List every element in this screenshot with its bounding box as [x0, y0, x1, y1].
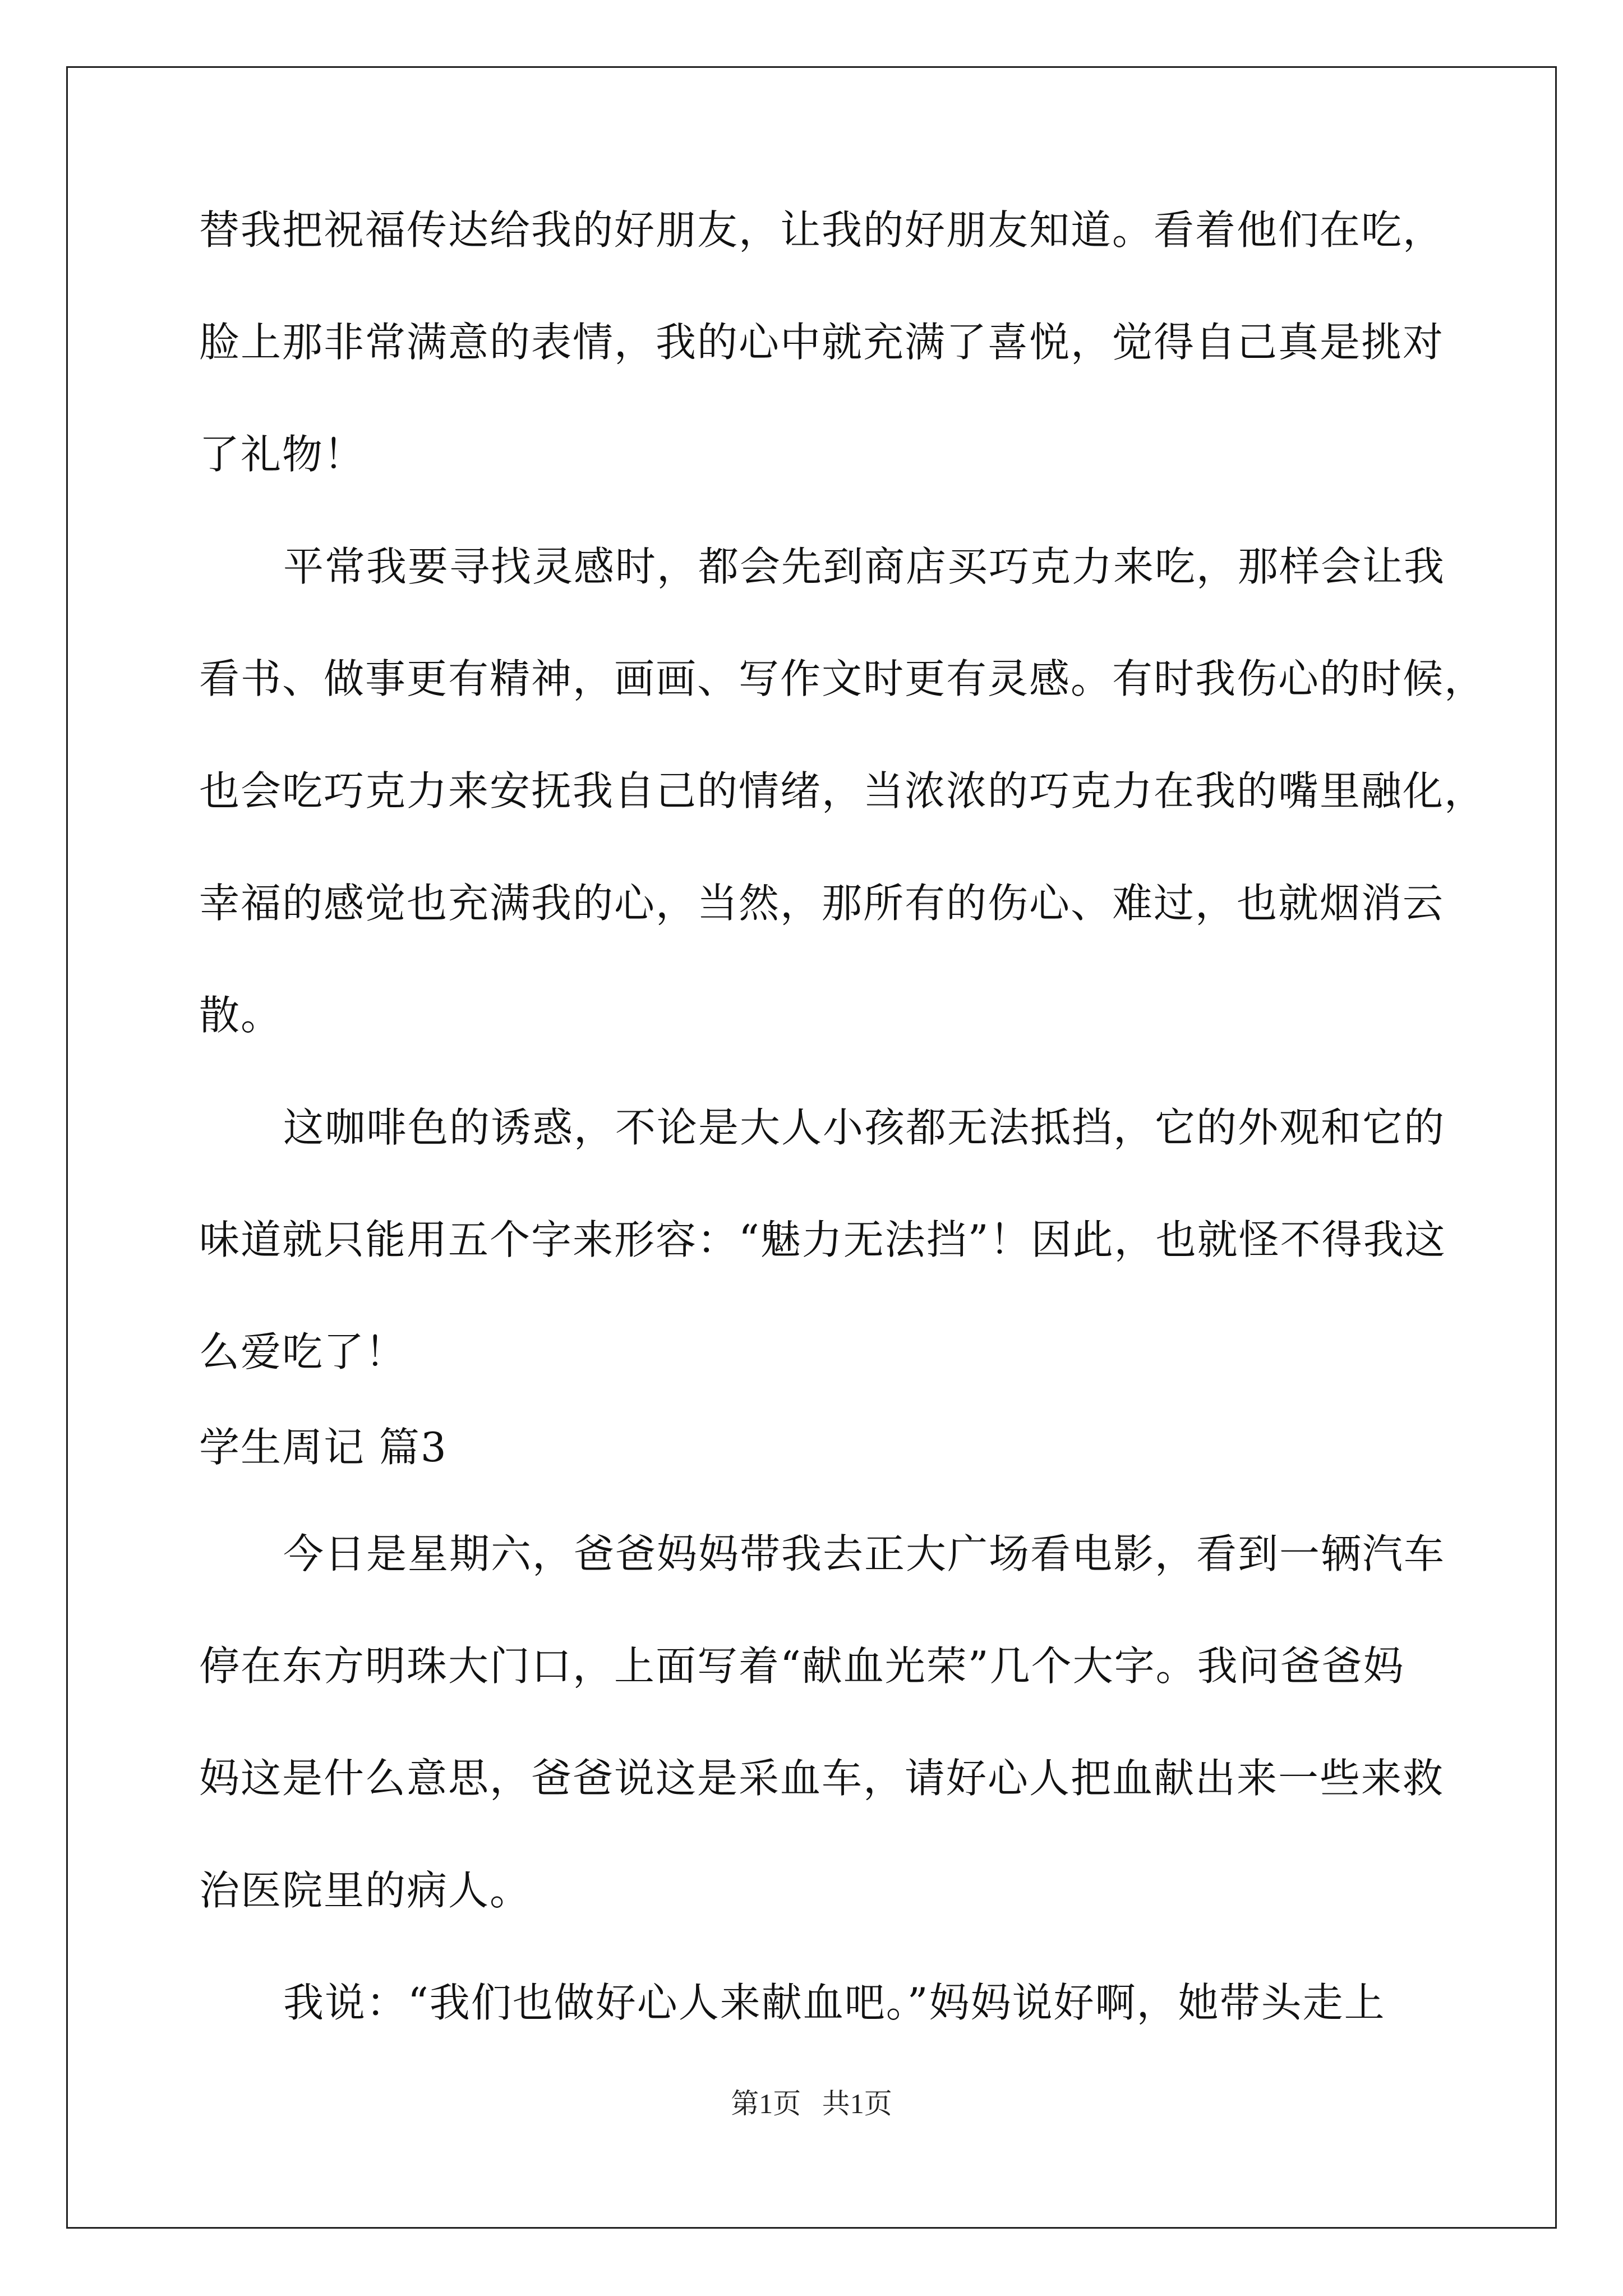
- paragraph-line: 今日是星期六，爸爸妈妈带我去正大广场看电影，看到一辆汽车: [283, 1530, 1446, 1577]
- page-footer: 第1页 共1页: [731, 2088, 892, 2119]
- paragraph-line: 平常我要寻找灵感时，都会先到商店买巧克力来吃，那样会让我: [283, 543, 1446, 590]
- paragraph-line: 也会吃巧克力来安抚我自己的情绪，当浓浓的巧克力在我的嘴里融化，: [199, 767, 1486, 815]
- paragraph-line: 脸上那非常满意的表情，我的心中就充满了喜悦，觉得自己真是挑对: [199, 319, 1445, 366]
- paragraph-line: 妈这是什么意思，爸爸说这是采血车，请好心人把血献出来一些来救: [199, 1755, 1445, 1802]
- paragraph-line: 味道就只能用五个字来形容：“魅力无法挡”！因此，也就怪不得我这: [199, 1216, 1446, 1263]
- paragraph-line: 替我把祝福传达给我的好朋友，让我的好朋友知道。看着他们在吃，: [199, 206, 1445, 254]
- paragraph-line: 幸福的感觉也充满我的心，当然，那所有的伤心、难过，也就烟消云: [199, 880, 1445, 927]
- paragraph-line: 散。: [199, 992, 283, 1039]
- paragraph-line: 治医院里的病人。: [199, 1867, 532, 1914]
- paragraph-line: 么爱吃了！: [199, 1328, 407, 1375]
- section-heading: 学生周记 篇3: [199, 1424, 448, 1471]
- paragraph-line: 看书、做事更有精神，画画、写作文时更有灵感。有时我伤心的时候，: [199, 655, 1486, 702]
- paragraph-line: 了礼物！: [199, 431, 366, 478]
- paragraph-line: 这咖啡色的诱惑，不论是大人小孩都无法抵挡，它的外观和它的: [283, 1104, 1446, 1151]
- paragraph-line: 停在东方明珠大门口，上面写着“献血光荣”几个大字。我问爸爸妈: [199, 1642, 1405, 1690]
- paragraph-line: 我说：“我们也做好心人来献血吧。”妈妈说好啊，她带头走上: [283, 1979, 1386, 2026]
